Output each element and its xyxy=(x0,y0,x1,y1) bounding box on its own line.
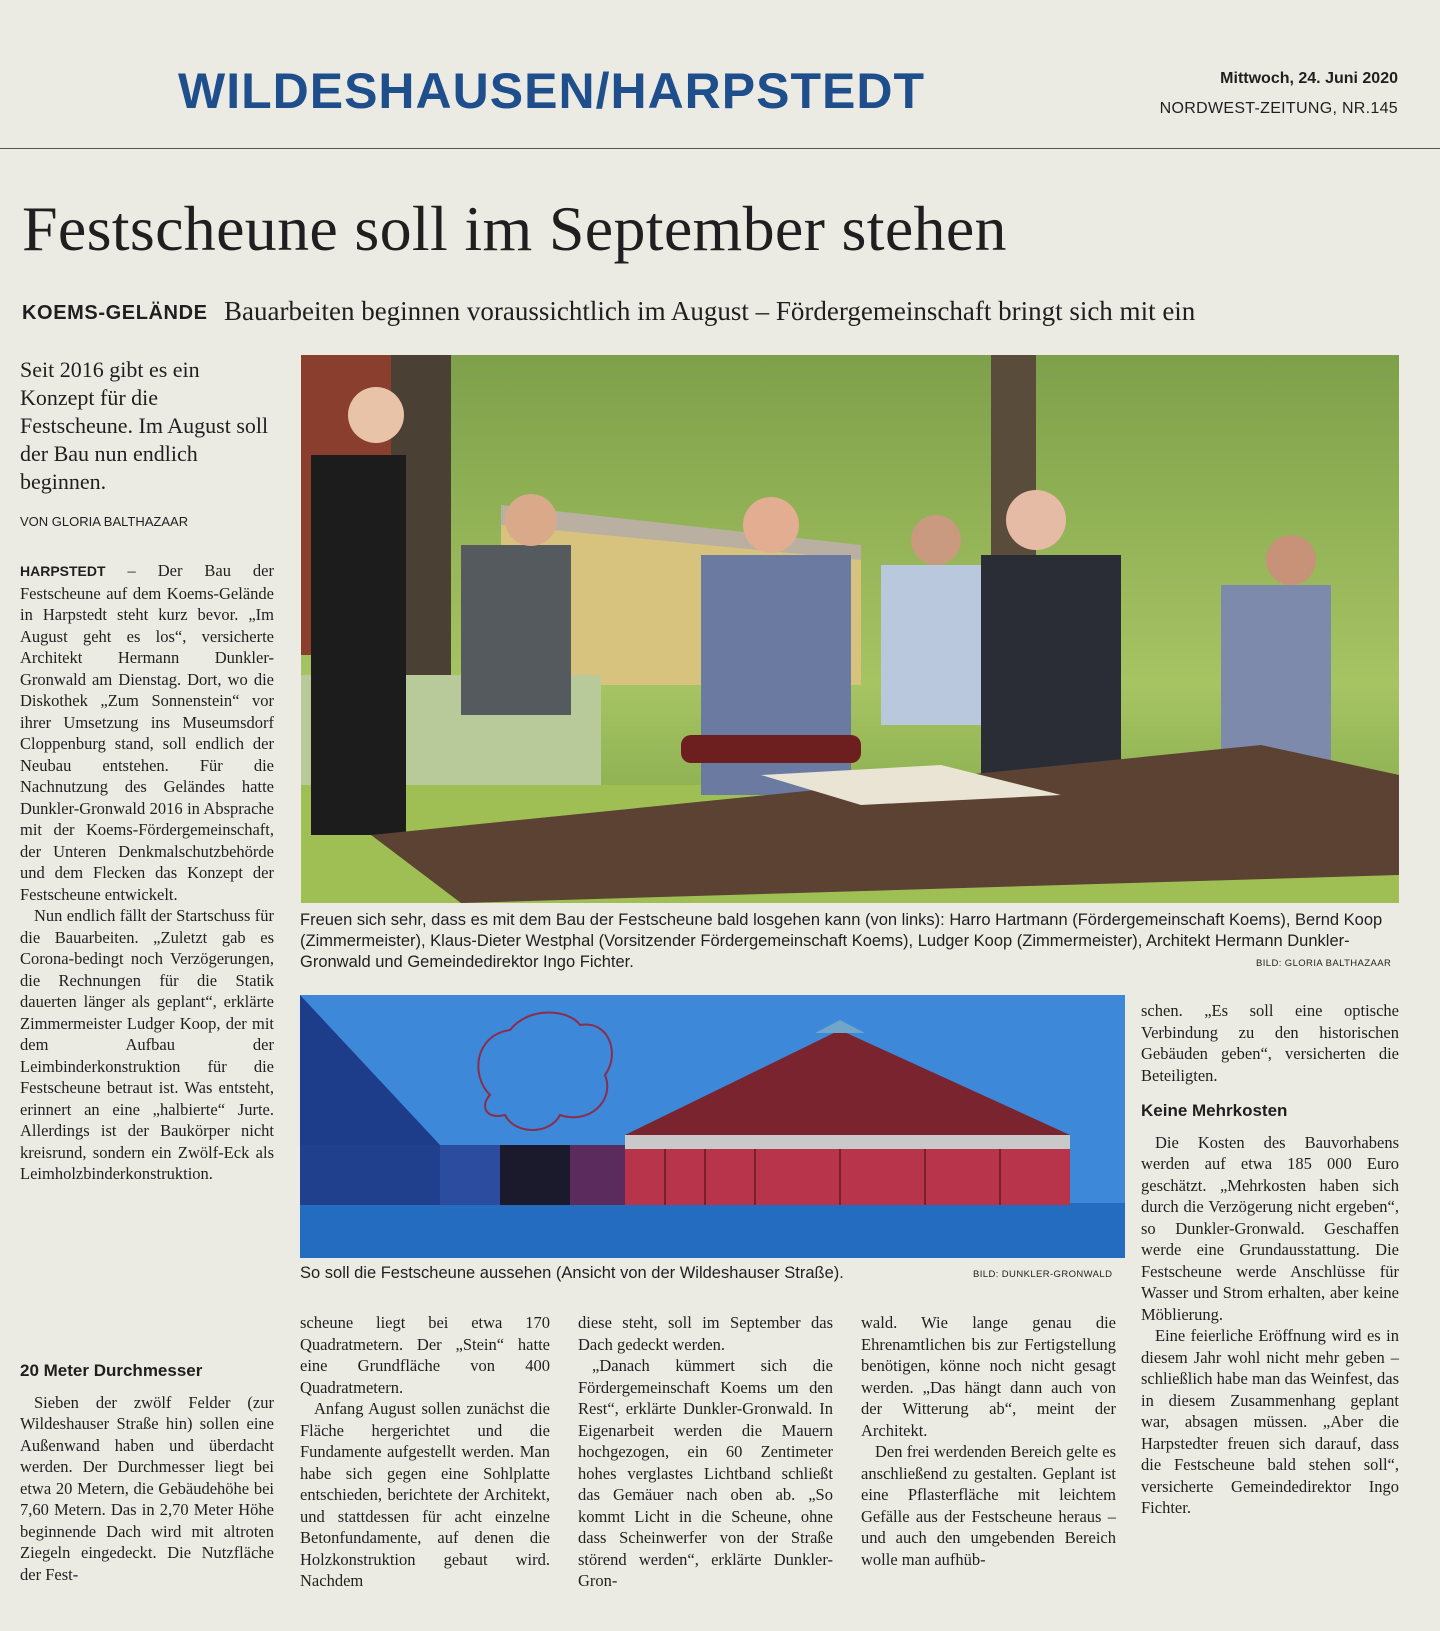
text-column-4 xyxy=(861,1312,1116,1570)
rendering-caption: So soll die Festscheune aussehen (Ansicht von der Wildeshauser Straße). xyxy=(300,1264,844,1282)
subheadline: Bauarbeiten beginnen voraussichtlich im August – Fördergemeinschaft bringt sich mit ein xyxy=(224,296,1196,326)
text-column-2 xyxy=(300,1312,550,1592)
photo-credit: BILD: GLORIA BALTHAZAAR xyxy=(1256,958,1392,969)
photo-caption: Freuen sich sehr, dass es mit dem Bau der Festscheune bald losgehen kann (von links): Harro Hartmann (Fördergemeinschaft Koems), Bernd Koop (Zimmermeister), Klaus-Dieter Westphal (Vorsitzender Fördergemeinschaft Koems), Ludger Koop (Zimmermeister), Architekt Hermann Dunkler-Gronwald und Gemeindedirektor Ingo Fichter. xyxy=(300,911,1383,971)
festscheune-rendering xyxy=(300,995,1125,1258)
paragraph: Eine feierliche Eröffnung wird es in diesem Jahr wohl nicht mehr geben – schließlich habe man das Weinfest, das in diesem Zusammenhang geplant war, absagen müssen. „Aber die Harpstedter freuen sich darauf, dass die Festscheune bald stehen soll“, versicherte Gemeindedirektor Ingo Fichter. xyxy=(1141,1326,1399,1517)
paragraph: wald. Wie lange genau die Ehrenamtlichen bis zur Fertigstellung benötigen, könne noch nicht gesagt werden. „Das hängt dann auch von der Witterung ab“, meint der Architekt. xyxy=(861,1313,1116,1440)
text-column-3 xyxy=(578,1312,833,1592)
group-photo xyxy=(301,355,1399,903)
text-column-1 xyxy=(20,560,274,1185)
paragraph: Den frei werdenden Bereich gelte es anschließend zu gestalten. Geplant ist eine Pflasterfläche mit leichtem Gefälle aus der Festscheune heraus – und auch den umgebenden Bereich wolle man aufhüb- xyxy=(861,1442,1116,1569)
header-rule xyxy=(0,148,1440,149)
rendering-credit: BILD: DUNKLER-GRONWALD xyxy=(973,1269,1113,1280)
paragraph xyxy=(20,560,274,905)
plan-tube xyxy=(681,735,861,763)
subhead-durchmesser: 20 Meter Durchmesser xyxy=(20,1361,203,1380)
text-column-1-bottom xyxy=(20,1346,274,1585)
section-title: WILDESHAUSEN/HARPSTEDT xyxy=(178,63,926,119)
paragraph: Nun endlich fällt der Startschuss für die Bauarbeiten. „Zuletzt gab es Corona-bedingt noch Verzögerungen, die Rechnungen für die Statik dauerten länger als geplant“, erklärte Zimmermeister Ludger Koop, der mit dem Aufbau der Leimbinderkonstruktion für die Festscheune betraut ist. Was entsteht, erinnert an eine „halbierte“ Jurte. Allerdings ist der Baukörper nicht kreisrund, sondern ein Zwölf-Eck als Leimholzbinderkonstruktion. xyxy=(20,906,274,1183)
kicker: KOEMS-GELÄNDE xyxy=(22,302,208,324)
paragraph: „Danach kümmert sich die Fördergemeinschaft Koems um den Rest“, erklärte Dunkler-Gronwald. In Eigenarbeit werden die Mauern hochgezogen, ein 60 Zentimeter hohes verglastes Lichtband schließt das Gemäuer nach oben ab. „So kommt Licht in die Scheune, ohne dass Scheinwerfer von der Straße störend werden“, erklärte Dunkler-Gron- xyxy=(578,1356,833,1590)
paragraph: Anfang August sollen zunächst die Fläche hergerichtet und die Fundamente aufgestellt werden. Man habe sich gegen eine Sohlplatte entschieden, berichtete der Architekt, und stattdessen für acht einzelne Betonfundamente, auf denen die Holzkonstruktion gebaut wird. Nachdem xyxy=(300,1399,550,1590)
issue-date: Mittwoch, 24. Juni 2020 xyxy=(1220,70,1398,87)
paragraph: scheune liegt bei etwa 170 Quadratmetern. Der „Stein“ hatte eine Grundfläche von 400 Quadratmetern. xyxy=(300,1313,550,1397)
paragraph: diese steht, soll im September das Dach gedeckt werden. xyxy=(578,1313,833,1354)
subhead-mehrkosten: Keine Mehrkosten xyxy=(1141,1101,1288,1120)
byline: VON GLORIA BALTHAZAAR xyxy=(20,514,189,529)
intro-text: Seit 2016 gibt es ein Konzept für die Festscheune. Im August soll der Bau nun endlich beginnen. xyxy=(20,357,269,494)
wall xyxy=(625,1149,1070,1205)
paragraph: Sieben der zwölf Felder (zur Wildeshauser Straße hin) sollen eine Außenwand haben und überdacht werden. Der Durchmesser liegt bei etwa 20 Metern, die Gebäudehöhe bei 7,60 Metern. Das in 2,70 Meter Höhe beginnende Dach wird mit altroten Ziegeln eingedeckt. Die Nutzfläche der Fest- xyxy=(20,1392,274,1584)
paragraph-text: – Der Bau der Festscheune auf dem Koems-Gelände in Harpstedt steht kurz bevor. „Im August geht es los“, versicherte Architekt Hermann Dunkler-Gronwald am Dienstag. Dort, wo die Diskothek „Zum Sonnenstein“ vor ihrer Umsetzung ins Museumsdorf Cloppenburg stand, soll endlich der Neubau entstehen. Für die Nachnutzung des Geländes hatte Dunkler-Gronwald 2016 in Absprache mit der Koems-Fördergemeinschaft, der Unteren Denkmalschutzbehörde und dem Flecken das Konzept der Festscheune entwickelt. xyxy=(20,561,274,904)
dateline: HARPSTEDT xyxy=(20,563,106,579)
paragraph: schen. „Es soll eine optische Verbindung zu den historischen Gebäuden geben“, versicherten die Beteiligten. xyxy=(1141,1001,1399,1085)
headline: Festscheune soll im September stehen xyxy=(22,193,1007,264)
paper-name: NORDWEST-ZEITUNG, NR.145 xyxy=(1159,100,1398,117)
paragraph: Die Kosten des Bauvorhabens werden auf etwa 185 000 Euro geschätzt. „Mehrkosten haben sich durch die Verzögerung nicht ergeben“, so Dunkler-Gronwald. Geschaffen werde eine Grundausstattung. Die Festscheune werde Anschlüsse für Wasser und Strom erhalten, aber keine Möblierung. xyxy=(1141,1132,1399,1324)
text-column-5 xyxy=(1141,1000,1399,1519)
